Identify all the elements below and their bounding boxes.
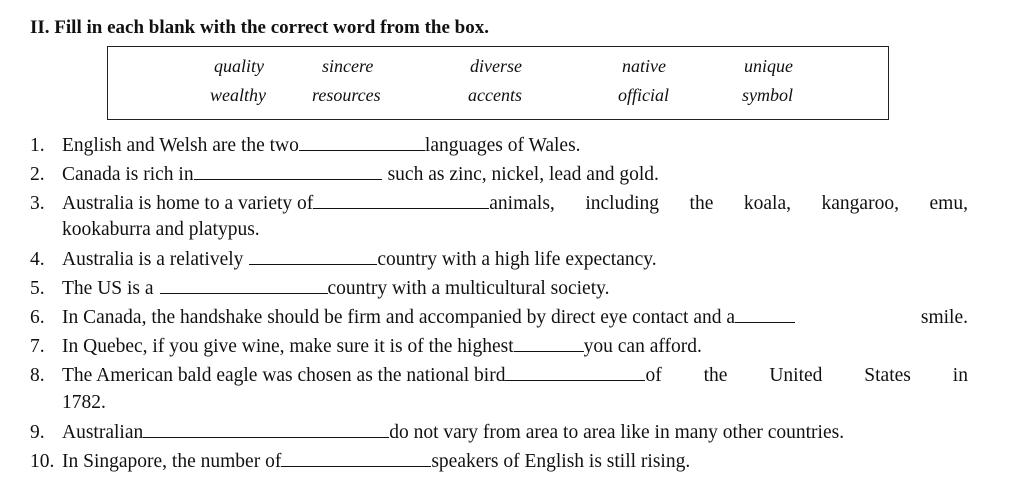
answer-blank[interactable] — [194, 162, 382, 180]
question-text: the — [703, 365, 728, 386]
question-text: United — [769, 365, 823, 386]
question-text: Australian — [62, 422, 144, 443]
question-number: 2. — [30, 164, 45, 185]
question-text: including — [585, 193, 659, 214]
question-text: 1782. — [62, 392, 106, 413]
question-text: such as zinc, nickel, lead and gold. — [387, 164, 659, 185]
exercise-heading: II. Fill in each blank with the correct word from the box. — [30, 17, 489, 38]
answer-blank[interactable] — [299, 133, 425, 151]
answer-blank[interactable] — [143, 420, 389, 438]
question-text: In Singapore, the number of — [62, 451, 282, 472]
question-text: English and Welsh are the two — [62, 135, 299, 156]
question-number: 5. — [30, 278, 45, 299]
answer-blank[interactable] — [249, 247, 377, 265]
word-box — [107, 46, 889, 120]
question-text: in — [952, 365, 968, 386]
question-text: States — [864, 365, 911, 386]
question-text: of — [645, 365, 662, 386]
answer-blank[interactable] — [313, 191, 489, 209]
question-number: 9. — [30, 422, 45, 443]
question-text: animals, — [489, 193, 555, 214]
question-text: The US is a — [62, 278, 154, 299]
word-symbol: symbol — [742, 85, 793, 105]
question-text: In Canada, the handshake should be firm and accompanied by direct eye contact and a — [62, 307, 736, 328]
question-text: the — [689, 193, 714, 214]
question-number: 6. — [30, 307, 45, 328]
question-text: koala, — [743, 193, 791, 214]
question-text: Australia is a relatively — [62, 249, 244, 270]
word-native: native — [622, 56, 666, 76]
question-number: 7. — [30, 336, 45, 357]
answer-blank[interactable] — [505, 363, 645, 381]
answer-blank[interactable] — [281, 449, 431, 467]
word-unique: unique — [744, 56, 793, 76]
question-text: emu, — [929, 193, 968, 214]
question-number: 1. — [30, 135, 45, 156]
word-resources: resources — [312, 85, 381, 105]
question-text: kangaroo, — [821, 193, 899, 214]
question-text: country with a high life expectancy. — [377, 249, 657, 270]
word-accents: accents — [468, 85, 522, 105]
answer-blank[interactable] — [514, 334, 584, 352]
question-text: speakers of English is still rising. — [431, 451, 691, 472]
word-wealthy: wealthy — [210, 85, 266, 105]
answer-blank[interactable] — [160, 276, 328, 294]
question-text: Australia is home to a variety of — [62, 193, 314, 214]
question-text: kookaburra and platypus. — [62, 219, 260, 240]
word-official: official — [618, 85, 669, 105]
question-text: do not vary from area to area like in many other countries. — [389, 422, 845, 443]
question-number: 10. — [30, 451, 55, 472]
question-text: In Quebec, if you give wine, make sure it is of the highest — [62, 336, 514, 357]
question-number: 8. — [30, 365, 45, 386]
question-text: smile. — [920, 307, 968, 328]
question-text: Canada is rich in — [62, 164, 194, 185]
question-text: country with a multicultural society. — [327, 278, 610, 299]
question-text: you can afford. — [583, 336, 702, 357]
question-text: languages of Wales. — [424, 135, 581, 156]
question-number: 3. — [30, 193, 45, 214]
question-number: 4. — [30, 249, 45, 270]
word-diverse: diverse — [470, 56, 522, 76]
word-quality: quality — [214, 56, 264, 76]
question-text: The American bald eagle was chosen as the national bird — [62, 365, 506, 386]
answer-blank[interactable] — [735, 305, 795, 323]
word-sincere: sincere — [322, 56, 374, 76]
